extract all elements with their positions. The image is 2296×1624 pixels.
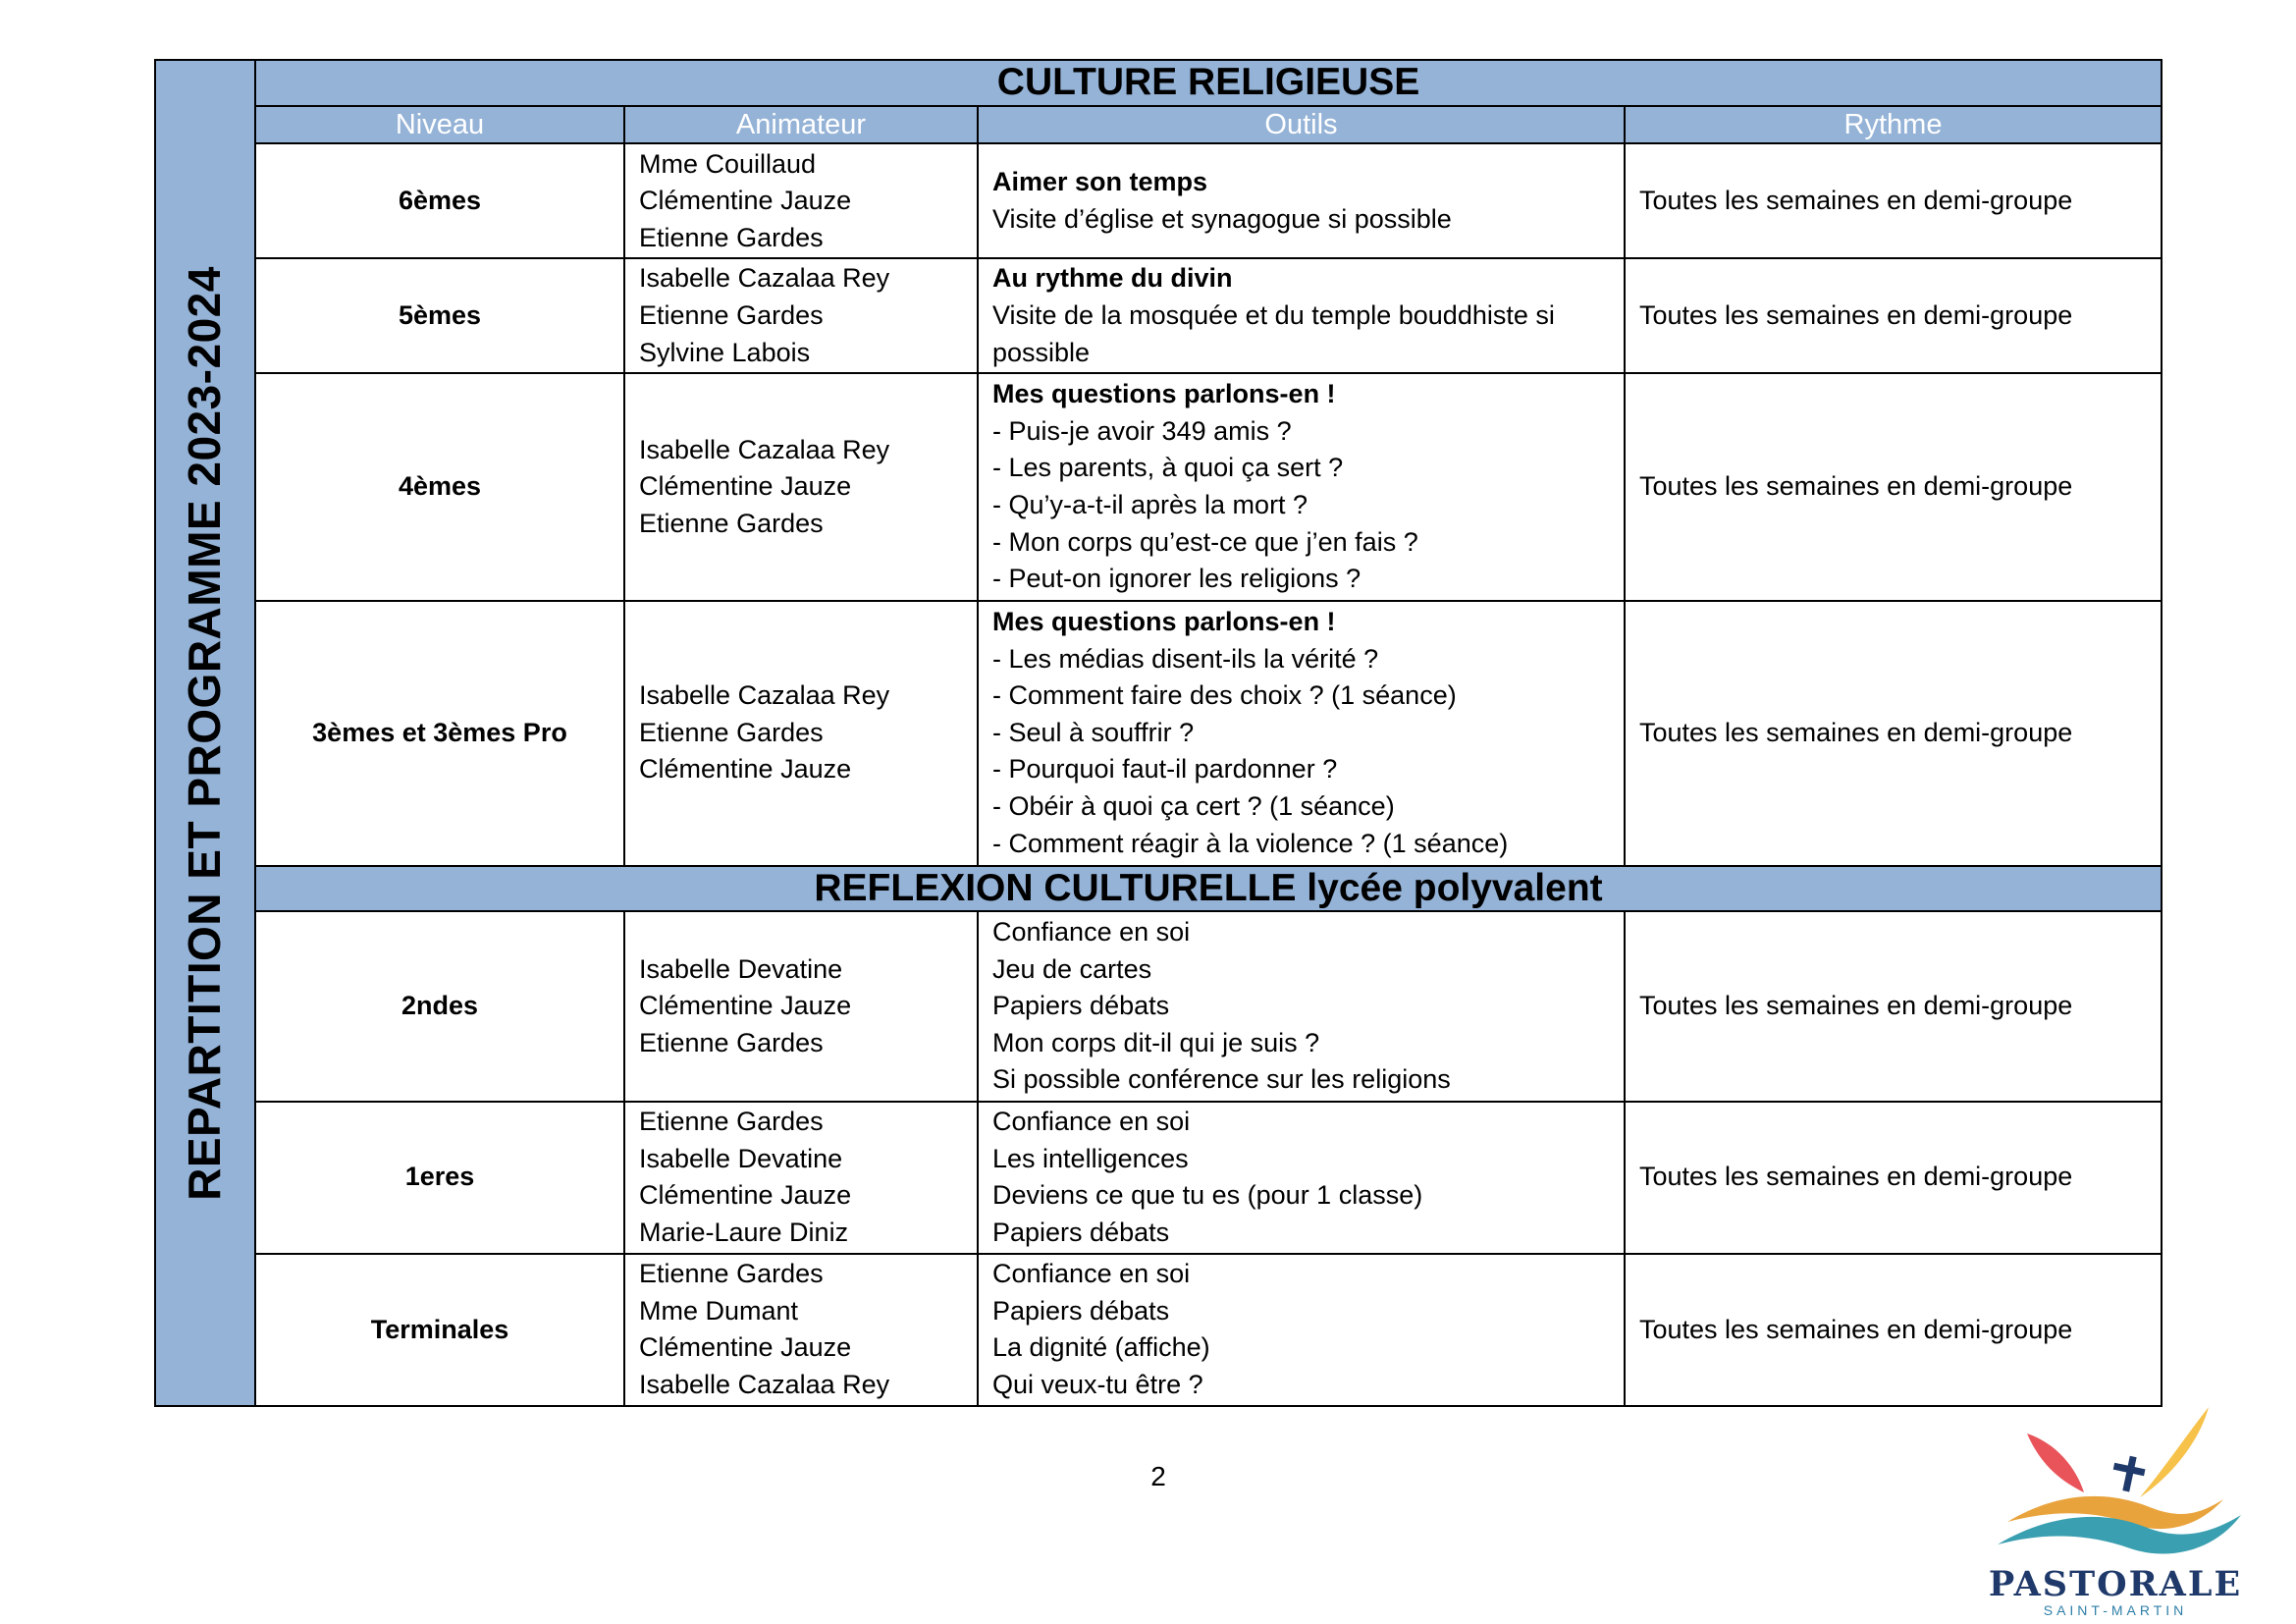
outils-title: Au rythme du divin bbox=[992, 263, 1233, 294]
cell-niveau: 2ndes bbox=[255, 911, 624, 1101]
outils-item: - Qu’y-a-t-il après la mort ? bbox=[992, 489, 1308, 519]
animateur-name: Clémentine Jauze bbox=[639, 471, 852, 502]
animateur-name: Isabelle Devatine bbox=[639, 1143, 843, 1173]
outils-item: - Comment faire des choix ? (1 séance) bbox=[992, 680, 1457, 711]
page-number: 2 bbox=[1150, 1461, 1166, 1491]
column-header: Outils bbox=[978, 106, 1625, 144]
column-header: Niveau bbox=[255, 106, 624, 144]
outils-item: Papiers débats bbox=[992, 1295, 1170, 1326]
table-row bbox=[155, 1102, 2162, 1254]
table-row bbox=[155, 601, 2162, 866]
animateur-name: Clémentine Jauze bbox=[639, 1180, 852, 1211]
column-header: Animateur bbox=[624, 106, 978, 144]
section-title: CULTURE RELIGIEUSE bbox=[255, 60, 2162, 106]
outils-item: Si possible conférence sur les religions bbox=[992, 1064, 1451, 1095]
outils-item: - Mon corps qu’est-ce que j’en fais ? bbox=[992, 526, 1418, 557]
outils-item: Deviens ce que tu es (pour 1 classe) bbox=[992, 1180, 1423, 1211]
outils-item: Visite d’église et synagogue si possible bbox=[992, 203, 1452, 234]
animateur-name: Isabelle Cazalaa Rey bbox=[639, 680, 890, 711]
cell-animateur bbox=[624, 258, 978, 373]
animateur-name: Clémentine Jauze bbox=[639, 1332, 852, 1363]
animateur-name: Etienne Gardes bbox=[639, 717, 824, 747]
animateur-name: Clémentine Jauze bbox=[639, 186, 852, 216]
cell-animateur bbox=[624, 1254, 978, 1406]
outils-item: - Pourquoi faut-il pardonner ? bbox=[992, 754, 1338, 785]
animateur-name: Mme Dumant bbox=[639, 1295, 799, 1326]
outils-item: Qui veux-tu être ? bbox=[992, 1370, 1203, 1399]
column-header: Rythme bbox=[1625, 106, 2162, 144]
cell-outils bbox=[978, 373, 1625, 601]
table-row bbox=[155, 373, 2162, 601]
cell-niveau: Terminales bbox=[255, 1254, 624, 1406]
logo-red-flame bbox=[2027, 1434, 2084, 1492]
cell-rythme: Toutes les semaines en demi-groupe bbox=[1625, 143, 2162, 258]
outils-title: Mes questions parlons-en ! bbox=[992, 607, 1336, 637]
logo-subtitle: SAINT-MARTIN bbox=[2043, 1602, 2188, 1618]
section-title-row bbox=[155, 60, 2162, 106]
cell-outils bbox=[978, 1102, 1625, 1254]
animateur-name: Etienne Gardes bbox=[639, 508, 824, 538]
animateur-name: Marie-Laure Diniz bbox=[639, 1217, 849, 1247]
cell-niveau: 5èmes bbox=[255, 258, 624, 373]
cell-animateur bbox=[624, 1102, 978, 1254]
table-row bbox=[155, 143, 2162, 258]
animateur-name: Isabelle Cazalaa Rey bbox=[639, 1370, 890, 1399]
outils-item: Papiers débats bbox=[992, 1217, 1170, 1247]
animateur-name: Isabelle Cazalaa Rey bbox=[639, 263, 890, 294]
cell-rythme: Toutes les semaines en demi-groupe bbox=[1625, 1102, 2162, 1254]
outils-title: Mes questions parlons-en ! bbox=[992, 379, 1336, 409]
cell-animateur bbox=[624, 373, 978, 601]
outils-item: - Seul à souffrir ? bbox=[992, 717, 1195, 747]
outils-item: Visite de la mosquée et du temple bouddhiste si possible bbox=[992, 299, 1555, 367]
side-title: REPARTITION ET PROGRAMME 2023-2024 bbox=[179, 265, 231, 1201]
outils-item: Mon corps dit-il qui je suis ? bbox=[992, 1027, 1320, 1057]
cell-rythme: Toutes les semaines en demi-groupe bbox=[1625, 258, 2162, 373]
table-row bbox=[155, 911, 2162, 1101]
outils-item: - Peut-on ignorer les religions ? bbox=[992, 564, 1362, 594]
cell-niveau: 1eres bbox=[255, 1102, 624, 1254]
program-table bbox=[154, 59, 2163, 1407]
outils-title: Aimer son temps bbox=[992, 167, 1208, 197]
cell-rythme: Toutes les semaines en demi-groupe bbox=[1625, 601, 2162, 866]
animateur-name: Clémentine Jauze bbox=[639, 991, 852, 1021]
cross-icon bbox=[2113, 1456, 2146, 1492]
table-row bbox=[155, 1254, 2162, 1406]
cell-rythme: Toutes les semaines en demi-groupe bbox=[1625, 373, 2162, 601]
outils-item: - Obéir à quoi ça cert ? (1 séance) bbox=[992, 791, 1395, 822]
logo-yellow-flame bbox=[2140, 1407, 2209, 1497]
animateur-name: Etienne Gardes bbox=[639, 1259, 824, 1289]
pastorale-logo bbox=[1988, 1399, 2253, 1620]
logo-emblem bbox=[1988, 1399, 2253, 1566]
outils-item: Confiance en soi bbox=[992, 1259, 1191, 1289]
logo-wave-lower bbox=[1998, 1515, 2241, 1554]
animateur-name: Sylvine Labois bbox=[639, 337, 811, 367]
cell-rythme: Toutes les semaines en demi-groupe bbox=[1625, 911, 2162, 1101]
cell-rythme: Toutes les semaines en demi-groupe bbox=[1625, 1254, 2162, 1406]
cell-animateur bbox=[624, 143, 978, 258]
outils-item: - Comment réagir à la violence ? (1 séance) bbox=[992, 828, 1509, 858]
outils-item: La dignité (affiche) bbox=[992, 1332, 1210, 1363]
outils-item: Papiers débats bbox=[992, 991, 1170, 1021]
cell-niveau: 6èmes bbox=[255, 143, 624, 258]
cell-animateur bbox=[624, 601, 978, 866]
animateur-name: Isabelle Cazalaa Rey bbox=[639, 434, 890, 464]
logo-name: PASTORALE bbox=[1988, 1564, 2243, 1604]
outils-item: Confiance en soi bbox=[992, 1107, 1191, 1137]
section-title-row bbox=[155, 866, 2162, 912]
outils-item: Confiance en soi bbox=[992, 917, 1191, 947]
animateur-name: Etienne Gardes bbox=[639, 1107, 824, 1137]
table-row bbox=[155, 258, 2162, 373]
animateur-name: Etienne Gardes bbox=[639, 299, 824, 330]
cell-outils bbox=[978, 1254, 1625, 1406]
cell-outils bbox=[978, 143, 1625, 258]
outils-item: - Les médias disent-ils la vérité ? bbox=[992, 643, 1379, 674]
cell-animateur bbox=[624, 911, 978, 1101]
column-header-row bbox=[155, 106, 2162, 144]
outils-item: - Puis-je avoir 349 amis ? bbox=[992, 415, 1292, 446]
cell-niveau: 4èmes bbox=[255, 373, 624, 601]
cell-outils bbox=[978, 258, 1625, 373]
outils-item: Jeu de cartes bbox=[992, 953, 1152, 984]
animateur-name: Clémentine Jauze bbox=[639, 754, 852, 785]
cell-outils bbox=[978, 911, 1625, 1101]
animateur-name: Etienne Gardes bbox=[639, 222, 824, 252]
animateur-name: Isabelle Devatine bbox=[639, 953, 843, 984]
animateur-name: Etienne Gardes bbox=[639, 1027, 824, 1057]
cell-outils bbox=[978, 601, 1625, 866]
cell-niveau: 3èmes et 3èmes Pro bbox=[255, 601, 624, 866]
animateur-name: Mme Couillaud bbox=[639, 148, 817, 179]
outils-item: - Les parents, à quoi ça sert ? bbox=[992, 453, 1344, 483]
side-title-cell bbox=[155, 60, 255, 1406]
outils-item: Les intelligences bbox=[992, 1143, 1189, 1173]
section-title: REFLEXION CULTURELLE lycée polyvalent bbox=[255, 866, 2162, 912]
